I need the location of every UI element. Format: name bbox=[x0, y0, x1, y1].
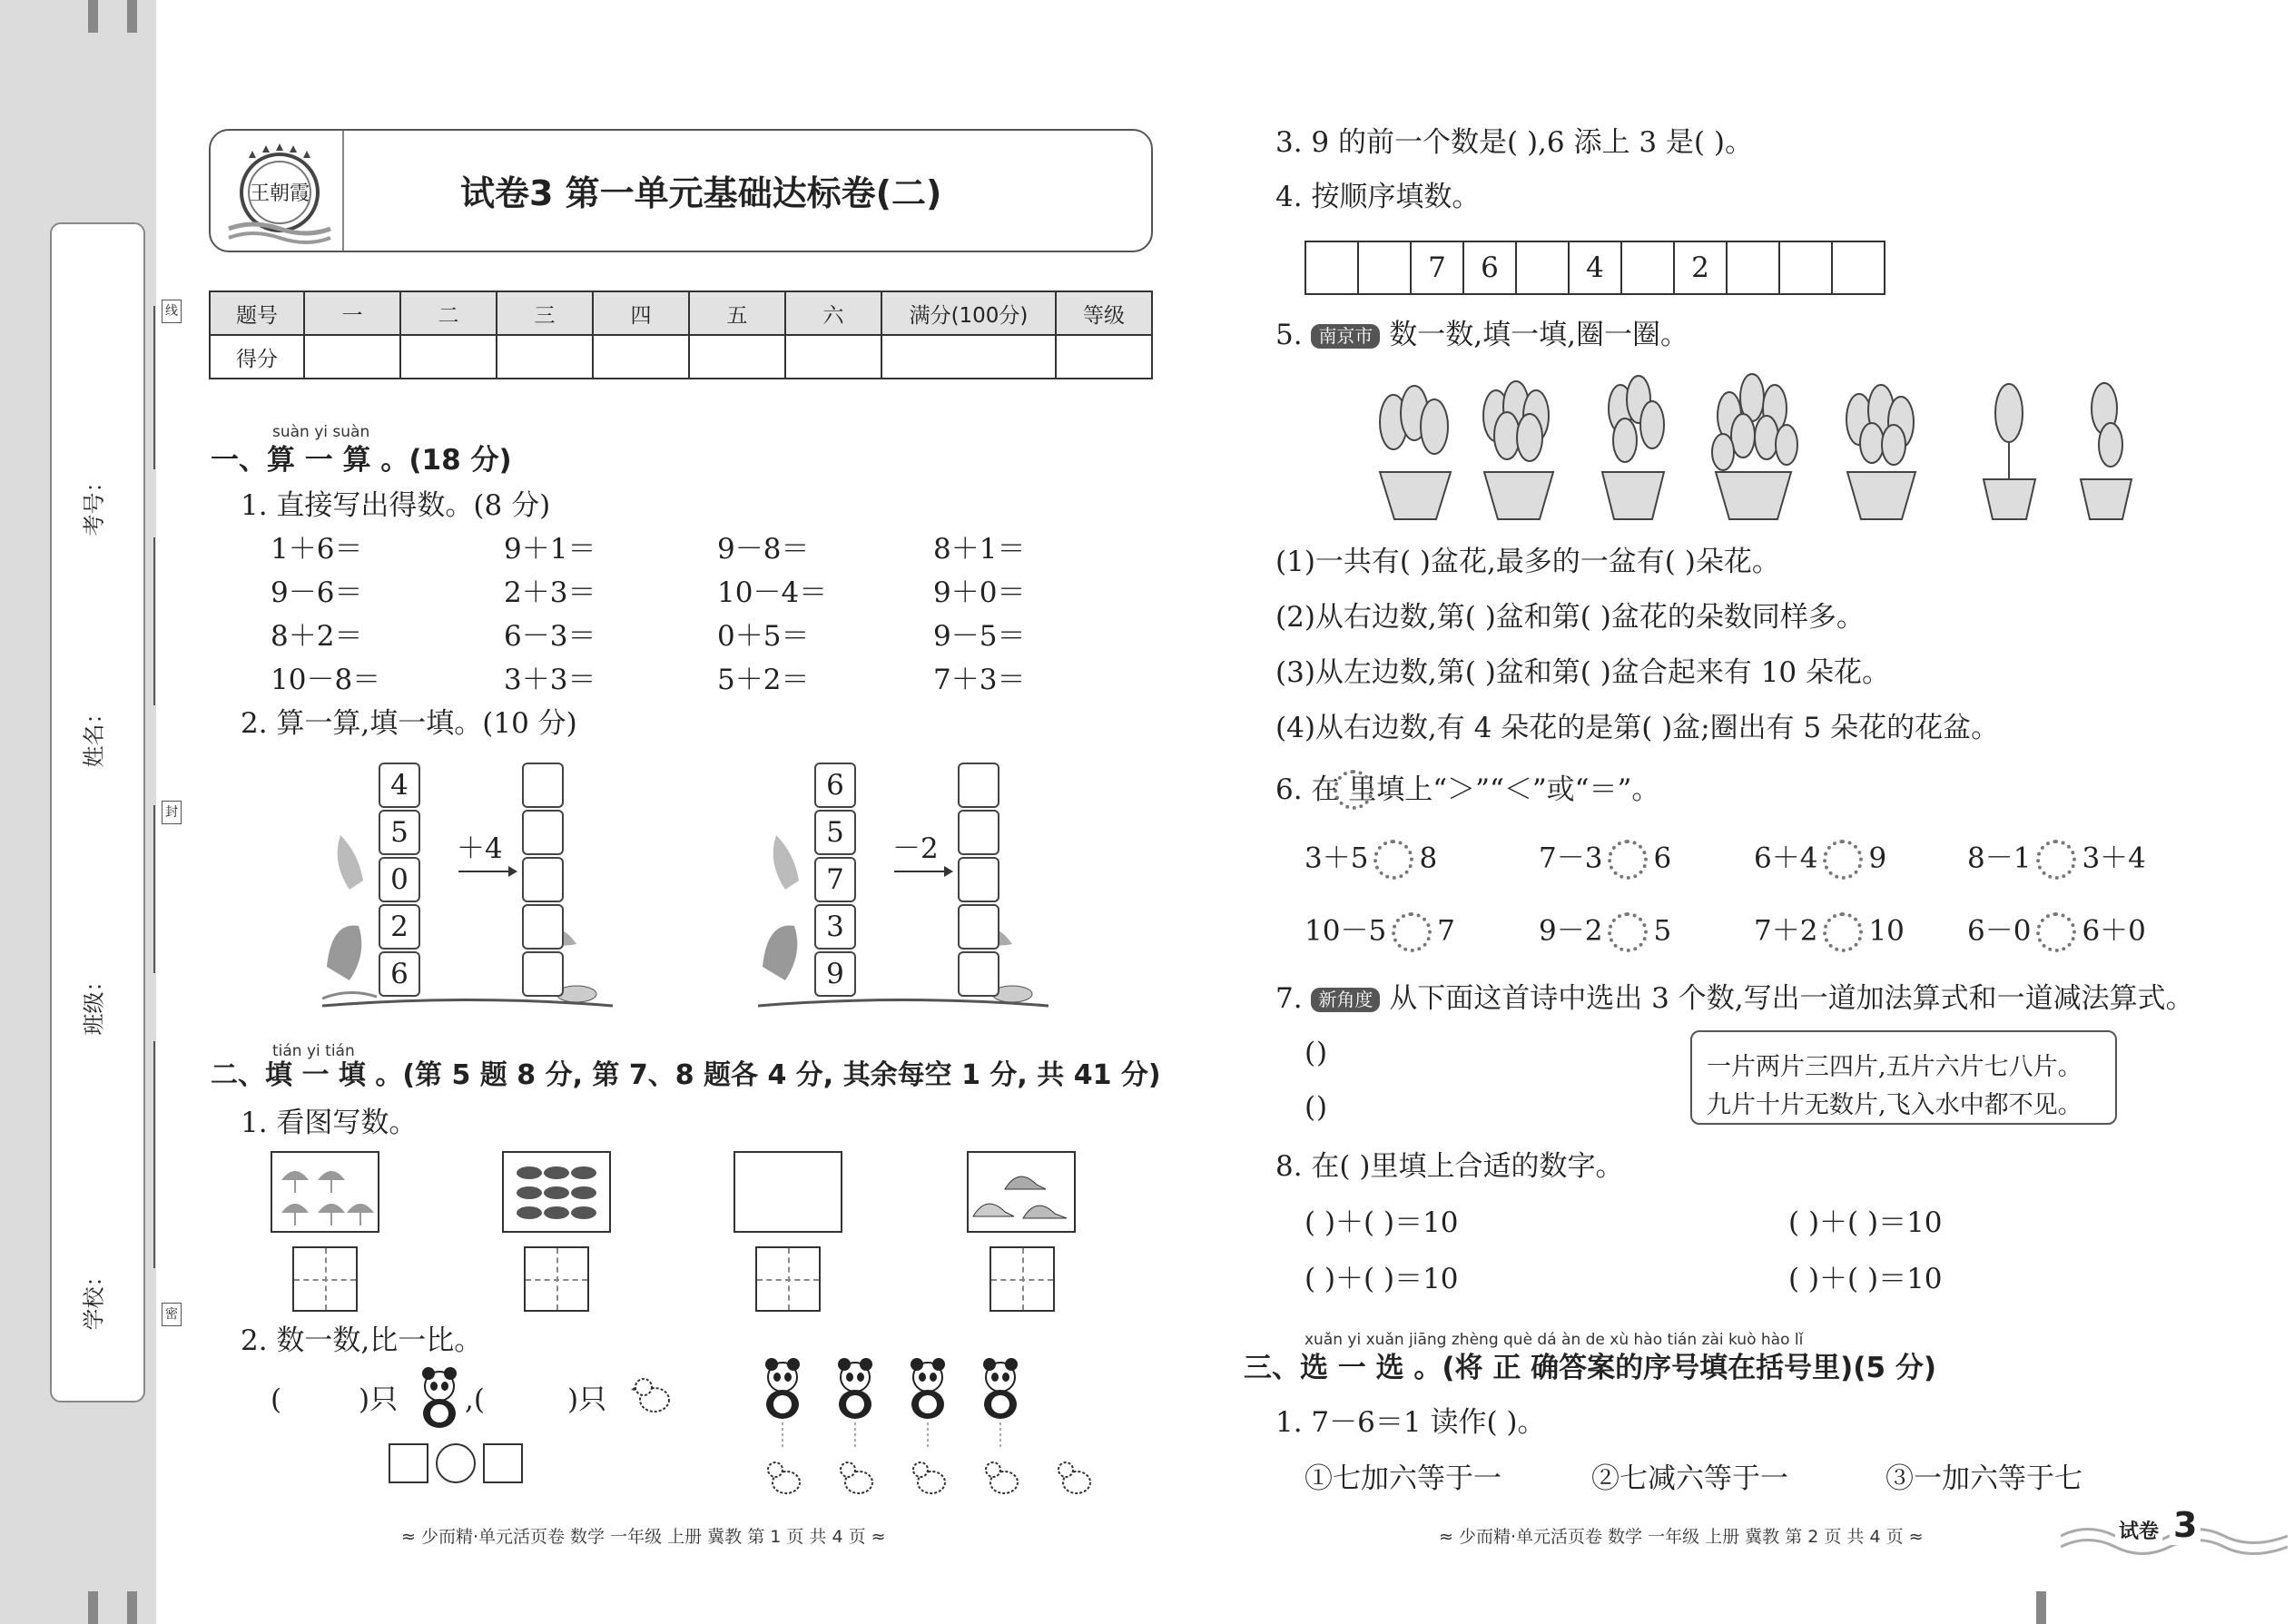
section3-title: 三、选 一 选 。(将 正 确答案的序号填在括号里)(5 分) bbox=[1244, 1352, 1936, 1384]
score-cell[interactable] bbox=[689, 335, 785, 379]
cap-icon bbox=[969, 1153, 1074, 1231]
exam-number-label: 考号： bbox=[81, 470, 107, 536]
compare-right: 7 bbox=[1437, 914, 1455, 948]
calc-item: 2＋3＝ bbox=[504, 576, 596, 609]
binding-mark bbox=[88, 1591, 98, 1624]
panda-icon bbox=[753, 1357, 1117, 1502]
page-title: 试卷3 第一单元基础达标卷(二) bbox=[460, 173, 942, 213]
picture-crabs bbox=[502, 1151, 611, 1233]
calc-item: 9＋1＝ bbox=[504, 533, 596, 566]
sequence-cell[interactable] bbox=[1357, 241, 1412, 295]
calc-item: 8＋2＝ bbox=[271, 620, 363, 653]
s2-q7-text: 从下面这首诗中选出 3 个数,写出一道加法算式和一道减法算式。 bbox=[1389, 982, 2194, 1015]
school-line[interactable] bbox=[153, 1041, 155, 1268]
bamboo-node: 7 bbox=[814, 857, 856, 902]
table-cell: 等级 bbox=[1056, 291, 1152, 335]
compare-blank[interactable] bbox=[2036, 912, 2076, 952]
paper-badge-label: 试卷 bbox=[2115, 1516, 2162, 1544]
calc-item: 9＋0＝ bbox=[933, 576, 1026, 609]
calc-item: 7＋3＝ bbox=[933, 664, 1026, 696]
sequence-cell[interactable] bbox=[1831, 241, 1885, 295]
poem-box bbox=[1690, 1030, 2117, 1125]
s2-q7: 7. 新角度 从下面这首诗中选出 3 个数,写出一道加法算式和一道减法算式。 bbox=[1275, 982, 2194, 1015]
comparison-item bbox=[1539, 840, 1671, 880]
exam-number-line[interactable] bbox=[153, 306, 155, 469]
title-banner bbox=[209, 129, 1153, 252]
answer-node[interactable] bbox=[522, 951, 564, 997]
s2-q5: 5. 南京市 数一数,填一填,圈一圈。 bbox=[1275, 319, 1689, 351]
s2-q8: 8. 在( )里填上合适的数字。 bbox=[1275, 1150, 1624, 1183]
sequence-cell: 7 bbox=[1410, 241, 1464, 295]
bamboo-node: 5 bbox=[814, 810, 856, 855]
sequence-cell[interactable] bbox=[1515, 241, 1570, 295]
compare-blank[interactable] bbox=[2036, 840, 2076, 880]
answer-node[interactable] bbox=[958, 904, 999, 950]
comparison-item bbox=[1754, 840, 1886, 880]
footer-right: ≈ 少而精·单元活页卷 数学 一年级 上册 冀教 第 2 页 共 4 页 ≈ bbox=[1439, 1527, 1924, 1547]
option-3[interactable]: ③一加六等于七 bbox=[1885, 1462, 2082, 1495]
compare-open-paren-2: ,( bbox=[465, 1383, 485, 1416]
score-cell[interactable] bbox=[593, 335, 689, 379]
section2-title: 二、填 一 填 。(第 5 题 8 分, 第 7、8 题各 4 分, 其余每空 1 分, 共 41 分) bbox=[211, 1059, 1161, 1091]
score-cell[interactable] bbox=[400, 335, 497, 379]
s2-q5-text: 数一数,填一填,圈一圈。 bbox=[1389, 319, 1689, 351]
comparison-item bbox=[1305, 840, 1437, 880]
bamboo-node: 6 bbox=[814, 763, 856, 808]
compare-right: 9 bbox=[1868, 842, 1887, 875]
s3-q1: 1. 7－6＝1 读作( )。 bbox=[1275, 1406, 1546, 1439]
compare-circle[interactable] bbox=[436, 1443, 476, 1483]
calc-item: 8＋1＝ bbox=[933, 533, 1026, 566]
s2-q6: 6. 在 里填上“＞”“＜”或“＝”。 bbox=[1275, 773, 1660, 806]
calc-item: 10－4＝ bbox=[717, 576, 828, 609]
answer-node[interactable] bbox=[522, 904, 564, 950]
table-cell: 得分 bbox=[210, 335, 304, 379]
table-cell: 六 bbox=[785, 291, 881, 335]
compare-left: 3＋5 bbox=[1305, 842, 1369, 875]
bamboo-puzzle-2 bbox=[758, 753, 1049, 1012]
bamboo-operation: －2 bbox=[892, 832, 939, 865]
calc-item: 1＋6＝ bbox=[271, 533, 363, 566]
calc-item: 9－6＝ bbox=[271, 576, 363, 609]
compare-box[interactable] bbox=[483, 1443, 523, 1483]
compare-left: 10－5 bbox=[1305, 914, 1387, 948]
bamboo-illustration bbox=[322, 753, 613, 1012]
compare-blank[interactable] bbox=[1823, 840, 1863, 880]
sequence-cell: 6 bbox=[1462, 241, 1517, 295]
compare-blank[interactable] bbox=[1392, 912, 1432, 952]
flower-pot bbox=[1483, 381, 1553, 519]
bamboo-node: 9 bbox=[814, 951, 856, 997]
section2-pinyin: tián yi tián bbox=[272, 1042, 355, 1060]
answer-node[interactable] bbox=[522, 763, 564, 808]
s1-q1: 1. 直接写出得数。(8 分) bbox=[241, 489, 551, 522]
section1-title: 一、算 一 算 。(18 分) bbox=[211, 444, 512, 477]
s2-q5-line4: (4)从右边数,有 4 朵花的是第( )盆;圈出有 5 朵花的花盆。 bbox=[1275, 712, 2000, 744]
binding-mark bbox=[88, 0, 98, 33]
flower-pot bbox=[1602, 376, 1664, 519]
sequence-cell: 4 bbox=[1568, 241, 1622, 295]
compare-box[interactable] bbox=[389, 1443, 428, 1483]
picture-caps bbox=[967, 1151, 1076, 1233]
score-cell[interactable] bbox=[497, 335, 593, 379]
answer-node[interactable] bbox=[522, 857, 564, 902]
bamboo-node: 4 bbox=[379, 763, 420, 808]
calc-item: 9－5＝ bbox=[933, 620, 1026, 653]
logo-text: 王朝霞 bbox=[249, 182, 310, 205]
student-info-box bbox=[50, 222, 145, 1403]
paren-open: ( bbox=[1305, 1037, 1316, 1069]
chick-icon bbox=[631, 1373, 674, 1416]
score-table-header-row bbox=[210, 291, 1152, 335]
compare-blank[interactable] bbox=[1608, 912, 1648, 952]
fill-equation[interactable]: ( )＋( )＝10 bbox=[1305, 1263, 1459, 1295]
binding-mark bbox=[127, 1591, 137, 1624]
comparison-grid bbox=[1305, 840, 2176, 976]
answer-node[interactable] bbox=[522, 810, 564, 855]
compare-right: 5 bbox=[1653, 914, 1672, 948]
logo-emblem bbox=[225, 138, 334, 245]
bamboo-node: 5 bbox=[379, 810, 420, 855]
s2-q5-line3: (3)从左边数,第( )盆和第( )盆合起来有 10 朵花。 bbox=[1275, 656, 1891, 689]
compare-left: 7＋2 bbox=[1754, 914, 1818, 948]
compare-blank[interactable] bbox=[1373, 840, 1413, 880]
s1-q2: 2. 算一算,填一填。(10 分) bbox=[241, 707, 577, 740]
flower-pot bbox=[1984, 384, 2035, 519]
section1-pinyin: suàn yi suàn bbox=[272, 423, 370, 441]
compare-left: 6＋4 bbox=[1754, 842, 1818, 875]
calc-item: 9－8＝ bbox=[717, 533, 810, 566]
calc-item: 6－3＝ bbox=[504, 620, 596, 653]
umbrella-icon bbox=[272, 1153, 378, 1231]
table-cell: 题号 bbox=[210, 291, 304, 335]
answer-box[interactable] bbox=[292, 1246, 358, 1312]
binding-mark bbox=[127, 0, 137, 33]
bamboo-illustration bbox=[758, 753, 1049, 1012]
s2-q2: 2. 数一数,比一比。 bbox=[241, 1324, 483, 1357]
compare-right: 6 bbox=[1653, 842, 1672, 875]
calc-item: 3＋3＝ bbox=[504, 664, 596, 696]
panda-chick-matching bbox=[753, 1357, 1117, 1502]
crab-icon bbox=[504, 1153, 609, 1231]
seal-mark-line: 线 bbox=[162, 300, 182, 323]
sequence-cell[interactable] bbox=[1620, 241, 1675, 295]
score-cell[interactable] bbox=[1056, 335, 1152, 379]
paren-open: ( bbox=[1305, 1091, 1316, 1124]
answer-node[interactable] bbox=[958, 810, 999, 855]
bamboo-node: 3 bbox=[814, 904, 856, 950]
answer-box[interactable] bbox=[524, 1246, 589, 1312]
paper-badge-number: 3 bbox=[2170, 1505, 2200, 1545]
flower-pot bbox=[1712, 374, 1797, 519]
flower-pots bbox=[1344, 372, 2170, 527]
comparison-item bbox=[1967, 840, 2146, 880]
compare-symbol-icon bbox=[1334, 770, 1373, 810]
compare-right: 3＋4 bbox=[2082, 842, 2146, 875]
region-badge: 南京市 bbox=[1311, 324, 1380, 349]
table-cell: 三 bbox=[497, 291, 593, 335]
compare-blank[interactable] bbox=[1608, 840, 1648, 880]
answer-box[interactable] bbox=[755, 1246, 821, 1312]
binding-mark bbox=[2036, 1591, 2046, 1624]
bamboo-operation: ＋4 bbox=[457, 832, 503, 865]
compare-right: 8 bbox=[1419, 842, 1438, 875]
bamboo-node: 2 bbox=[379, 904, 420, 950]
compare-left: 9－2 bbox=[1539, 914, 1603, 948]
option-1[interactable]: ①七加六等于一 bbox=[1305, 1462, 1501, 1495]
compare-unit-2: )只 bbox=[567, 1383, 607, 1416]
option-2[interactable]: ②七减六等于一 bbox=[1591, 1462, 1788, 1495]
new-angle-badge: 新角度 bbox=[1311, 988, 1380, 1012]
comparison-item bbox=[1305, 912, 1455, 952]
poem-line: 九片十片无数片,飞入水中都不见。 bbox=[1707, 1091, 2082, 1119]
table-cell: 一 bbox=[304, 291, 400, 335]
s2-q4: 4. 按顺序填数。 bbox=[1275, 181, 1481, 213]
compare-open-paren-1: ( bbox=[271, 1383, 282, 1416]
flower-pot bbox=[2081, 383, 2132, 519]
comparison-item bbox=[1967, 912, 2146, 952]
bamboo-node: 6 bbox=[379, 951, 420, 997]
flower-pot bbox=[1380, 386, 1451, 519]
poem-line: 一片两片三四片,五片六片七八片。 bbox=[1707, 1053, 2082, 1081]
calc-item: 5＋2＝ bbox=[717, 664, 810, 696]
table-cell: 五 bbox=[689, 291, 785, 335]
subtraction-answer-blank[interactable]: ) bbox=[1316, 1091, 1328, 1124]
flower-pot bbox=[1846, 385, 1915, 519]
picture-empty bbox=[733, 1151, 842, 1233]
score-table bbox=[209, 290, 1153, 379]
class-line[interactable] bbox=[153, 805, 155, 973]
compare-unit-1: )只 bbox=[359, 1383, 399, 1416]
score-table-row bbox=[210, 335, 1152, 379]
table-cell: 满分(100分) bbox=[881, 291, 1056, 335]
table-cell: 二 bbox=[400, 291, 497, 335]
s2-q3: 3. 9 的前一个数是( ),6 添上 3 是( )。 bbox=[1275, 126, 1753, 159]
school-label: 学校： bbox=[81, 1265, 107, 1331]
calc-item: 10－8＝ bbox=[271, 664, 381, 696]
compare-left: 6－0 bbox=[1967, 914, 2032, 948]
sequence-cell[interactable] bbox=[1305, 241, 1359, 295]
class-label: 班级： bbox=[81, 969, 107, 1036]
answer-node[interactable] bbox=[958, 951, 999, 997]
seal-mark-seal: 封 bbox=[162, 801, 182, 824]
fill-equation[interactable]: ( )＋( )＝10 bbox=[1305, 1206, 1459, 1239]
answer-box[interactable] bbox=[989, 1246, 1055, 1312]
score-cell[interactable] bbox=[881, 335, 1056, 379]
fill-equation[interactable]: ( )＋( )＝10 bbox=[1788, 1206, 1943, 1239]
addition-answer-blank[interactable]: ) bbox=[1316, 1037, 1328, 1069]
compare-right: 6＋0 bbox=[2082, 914, 2146, 948]
bamboo-node: 0 bbox=[379, 857, 420, 902]
compare-right: 10 bbox=[1868, 914, 1905, 948]
compare-blank[interactable] bbox=[1823, 912, 1863, 952]
panda-icon bbox=[416, 1366, 463, 1430]
section3-pinyin: xuǎn yi xuǎn jiāng zhèng què dá àn de xù hào tián zài kuò hào lǐ bbox=[1305, 1331, 1804, 1349]
score-cell[interactable] bbox=[304, 335, 400, 379]
comparison-item bbox=[1754, 912, 1905, 952]
name-line[interactable] bbox=[153, 537, 155, 705]
sequence-cell[interactable] bbox=[1778, 241, 1833, 295]
answer-node[interactable] bbox=[958, 857, 999, 902]
footer-left: ≈ 少而精·单元活页卷 数学 一年级 上册 冀教 第 1 页 共 4 页 ≈ bbox=[401, 1527, 886, 1547]
calc-item: 0＋5＝ bbox=[717, 620, 810, 653]
s2-q5-line1: (1)一共有( )盆花,最多的一盆有( )朵花。 bbox=[1275, 546, 1780, 578]
s2-q1: 1. 看图写数。 bbox=[241, 1107, 418, 1139]
sequence-cell: 2 bbox=[1673, 241, 1728, 295]
table-cell: 四 bbox=[593, 291, 689, 335]
compare-left: 8－1 bbox=[1967, 842, 2032, 875]
score-cell[interactable] bbox=[785, 335, 881, 379]
fill-equation[interactable]: ( )＋( )＝10 bbox=[1788, 1263, 1943, 1295]
s2-q5-line2: (2)从右边数,第( )盆和第( )盆花的朵数同样多。 bbox=[1275, 601, 1865, 634]
bamboo-puzzle-1 bbox=[322, 753, 613, 1012]
seal-mark-dense: 密 bbox=[162, 1303, 182, 1326]
sequence-cell[interactable] bbox=[1726, 241, 1780, 295]
name-label: 姓名： bbox=[81, 702, 107, 768]
picture-umbrellas bbox=[271, 1151, 379, 1233]
comparison-item bbox=[1539, 912, 1671, 952]
compare-left: 7－3 bbox=[1539, 842, 1603, 875]
answer-node[interactable] bbox=[958, 763, 999, 808]
